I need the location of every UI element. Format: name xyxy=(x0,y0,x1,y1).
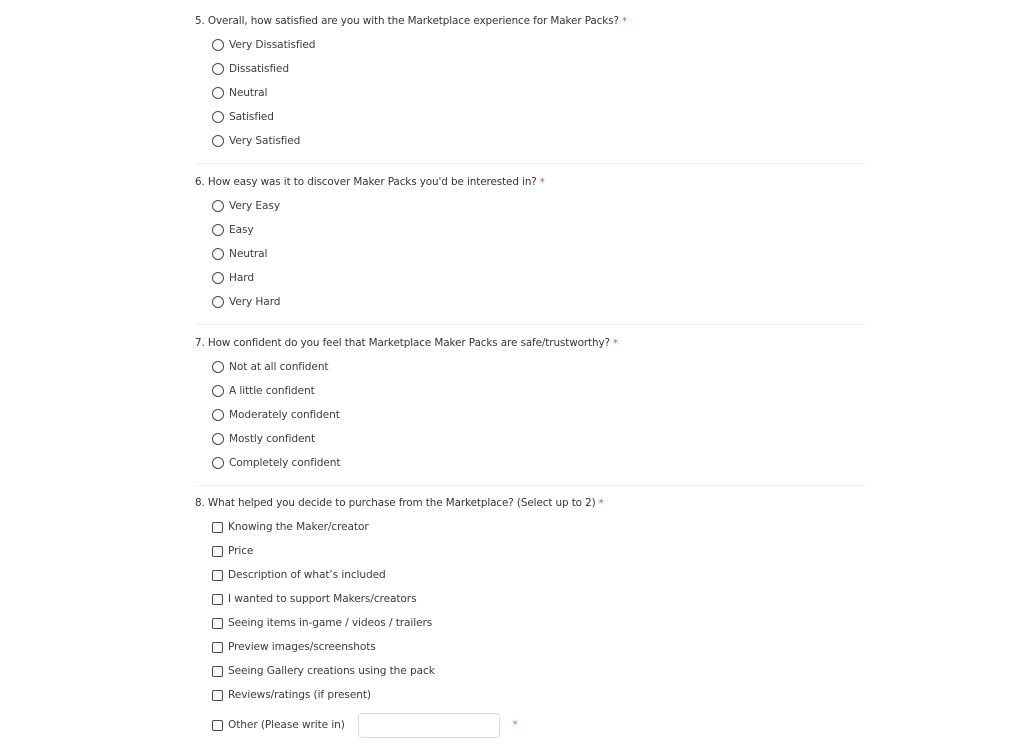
option-label: Mostly confident xyxy=(229,433,316,445)
option-label: Very Satisfied xyxy=(229,135,301,147)
option-label: Very Easy xyxy=(229,200,281,212)
option-very-dissatisfied[interactable] xyxy=(195,33,865,57)
radio-button[interactable] xyxy=(212,409,224,421)
option-label: Knowing the Maker/creator xyxy=(228,521,369,533)
radio-button[interactable] xyxy=(212,87,224,99)
option-support-makers[interactable] xyxy=(195,587,865,611)
option-label: Preview images/screenshots xyxy=(228,641,376,653)
checkbox[interactable] xyxy=(212,690,223,701)
required-asterisk: * xyxy=(621,16,627,27)
checkbox[interactable] xyxy=(212,642,223,653)
option-very-easy[interactable] xyxy=(195,194,865,218)
option-a-little-confident[interactable] xyxy=(195,379,865,403)
radio-button[interactable] xyxy=(212,385,224,397)
question-8-title xyxy=(195,496,865,511)
option-label: Description of what’s included xyxy=(228,569,386,581)
option-description[interactable] xyxy=(195,563,865,587)
checkbox[interactable] xyxy=(212,594,223,605)
option-seeing-in-game[interactable] xyxy=(195,611,865,635)
option-price[interactable] xyxy=(195,539,865,563)
radio-button[interactable] xyxy=(212,224,224,236)
option-other[interactable] xyxy=(195,707,865,743)
option-label: Price xyxy=(228,545,254,557)
checkbox[interactable] xyxy=(212,666,223,677)
option-label: Easy xyxy=(229,224,254,236)
question-text: How easy was it to discover Maker Packs you'd be interested in? xyxy=(207,176,537,188)
option-label: Other (Please write in) xyxy=(228,719,345,731)
required-asterisk: * xyxy=(539,177,545,188)
radio-button[interactable] xyxy=(212,248,224,260)
question-7-options xyxy=(195,355,865,475)
option-hard[interactable] xyxy=(195,266,865,290)
option-completely-confident[interactable] xyxy=(195,451,865,475)
option-label: Seeing items in-game / videos / trailers xyxy=(228,617,433,629)
radio-button[interactable] xyxy=(212,457,224,469)
option-satisfied[interactable] xyxy=(195,105,865,129)
radio-button[interactable] xyxy=(212,361,224,373)
option-label: Very Hard xyxy=(229,296,281,308)
option-very-hard[interactable] xyxy=(195,290,865,314)
question-8 xyxy=(195,486,865,743)
option-dissatisfied[interactable] xyxy=(195,57,865,81)
question-6-options xyxy=(195,194,865,314)
question-text: What helped you decide to purchase from the Marketplace? (Select up to 2) xyxy=(207,497,596,509)
question-6-title xyxy=(195,175,865,190)
required-asterisk: * xyxy=(612,338,618,349)
option-preview-images[interactable] xyxy=(195,635,865,659)
checkbox[interactable] xyxy=(212,720,223,731)
question-number: 6. xyxy=(195,176,205,188)
option-label: Neutral xyxy=(229,248,268,260)
survey-form xyxy=(195,0,865,743)
option-neutral[interactable] xyxy=(195,242,865,266)
radio-button[interactable] xyxy=(212,39,224,51)
radio-button[interactable] xyxy=(212,111,224,123)
option-reviews[interactable] xyxy=(195,683,865,707)
option-label: Dissatisfied xyxy=(229,63,289,75)
question-5 xyxy=(195,0,865,153)
radio-button[interactable] xyxy=(212,433,224,445)
question-number: 8. xyxy=(195,497,205,509)
radio-button[interactable] xyxy=(212,200,224,212)
option-label: Completely confident xyxy=(229,457,341,469)
option-label: A little confident xyxy=(229,385,315,397)
question-6 xyxy=(195,164,865,314)
option-not-at-all-confident[interactable] xyxy=(195,355,865,379)
option-label: Neutral xyxy=(229,87,268,99)
checkbox[interactable] xyxy=(212,522,223,533)
option-easy[interactable] xyxy=(195,218,865,242)
option-label: Seeing Gallery creations using the pack xyxy=(228,665,435,677)
question-number: 7. xyxy=(195,337,205,349)
option-very-satisfied[interactable] xyxy=(195,129,865,153)
radio-button[interactable] xyxy=(212,296,224,308)
question-5-options xyxy=(195,33,865,153)
option-label: Satisfied xyxy=(229,111,274,123)
question-7-title xyxy=(195,336,865,351)
option-label: Reviews/ratings (if present) xyxy=(228,689,371,701)
option-knowing-maker[interactable] xyxy=(195,515,865,539)
option-neutral[interactable] xyxy=(195,81,865,105)
required-asterisk: * xyxy=(512,720,518,730)
option-mostly-confident[interactable] xyxy=(195,427,865,451)
option-label: Not at all confident xyxy=(229,361,329,373)
question-8-options xyxy=(195,515,865,743)
option-moderately-confident[interactable] xyxy=(195,403,865,427)
question-7 xyxy=(195,325,865,475)
checkbox[interactable] xyxy=(212,546,223,557)
other-write-in-input[interactable] xyxy=(358,713,500,738)
question-number: 5. xyxy=(195,15,205,27)
required-asterisk: * xyxy=(598,498,604,509)
option-label: Moderately confident xyxy=(229,409,340,421)
radio-button[interactable] xyxy=(212,63,224,75)
radio-button[interactable] xyxy=(212,272,224,284)
question-text: Overall, how satisfied are you with the Marketplace experience for Maker Packs? xyxy=(207,15,619,27)
option-gallery-creations[interactable] xyxy=(195,659,865,683)
option-label: I wanted to support Makers/creators xyxy=(228,593,417,605)
checkbox[interactable] xyxy=(212,570,223,581)
radio-button[interactable] xyxy=(212,135,224,147)
checkbox[interactable] xyxy=(212,618,223,629)
option-label: Very Dissatisfied xyxy=(229,39,316,51)
question-5-title xyxy=(195,14,865,29)
option-label: Hard xyxy=(229,272,254,284)
question-text: How confident do you feel that Marketplace Maker Packs are safe/trustworthy? xyxy=(207,337,610,349)
